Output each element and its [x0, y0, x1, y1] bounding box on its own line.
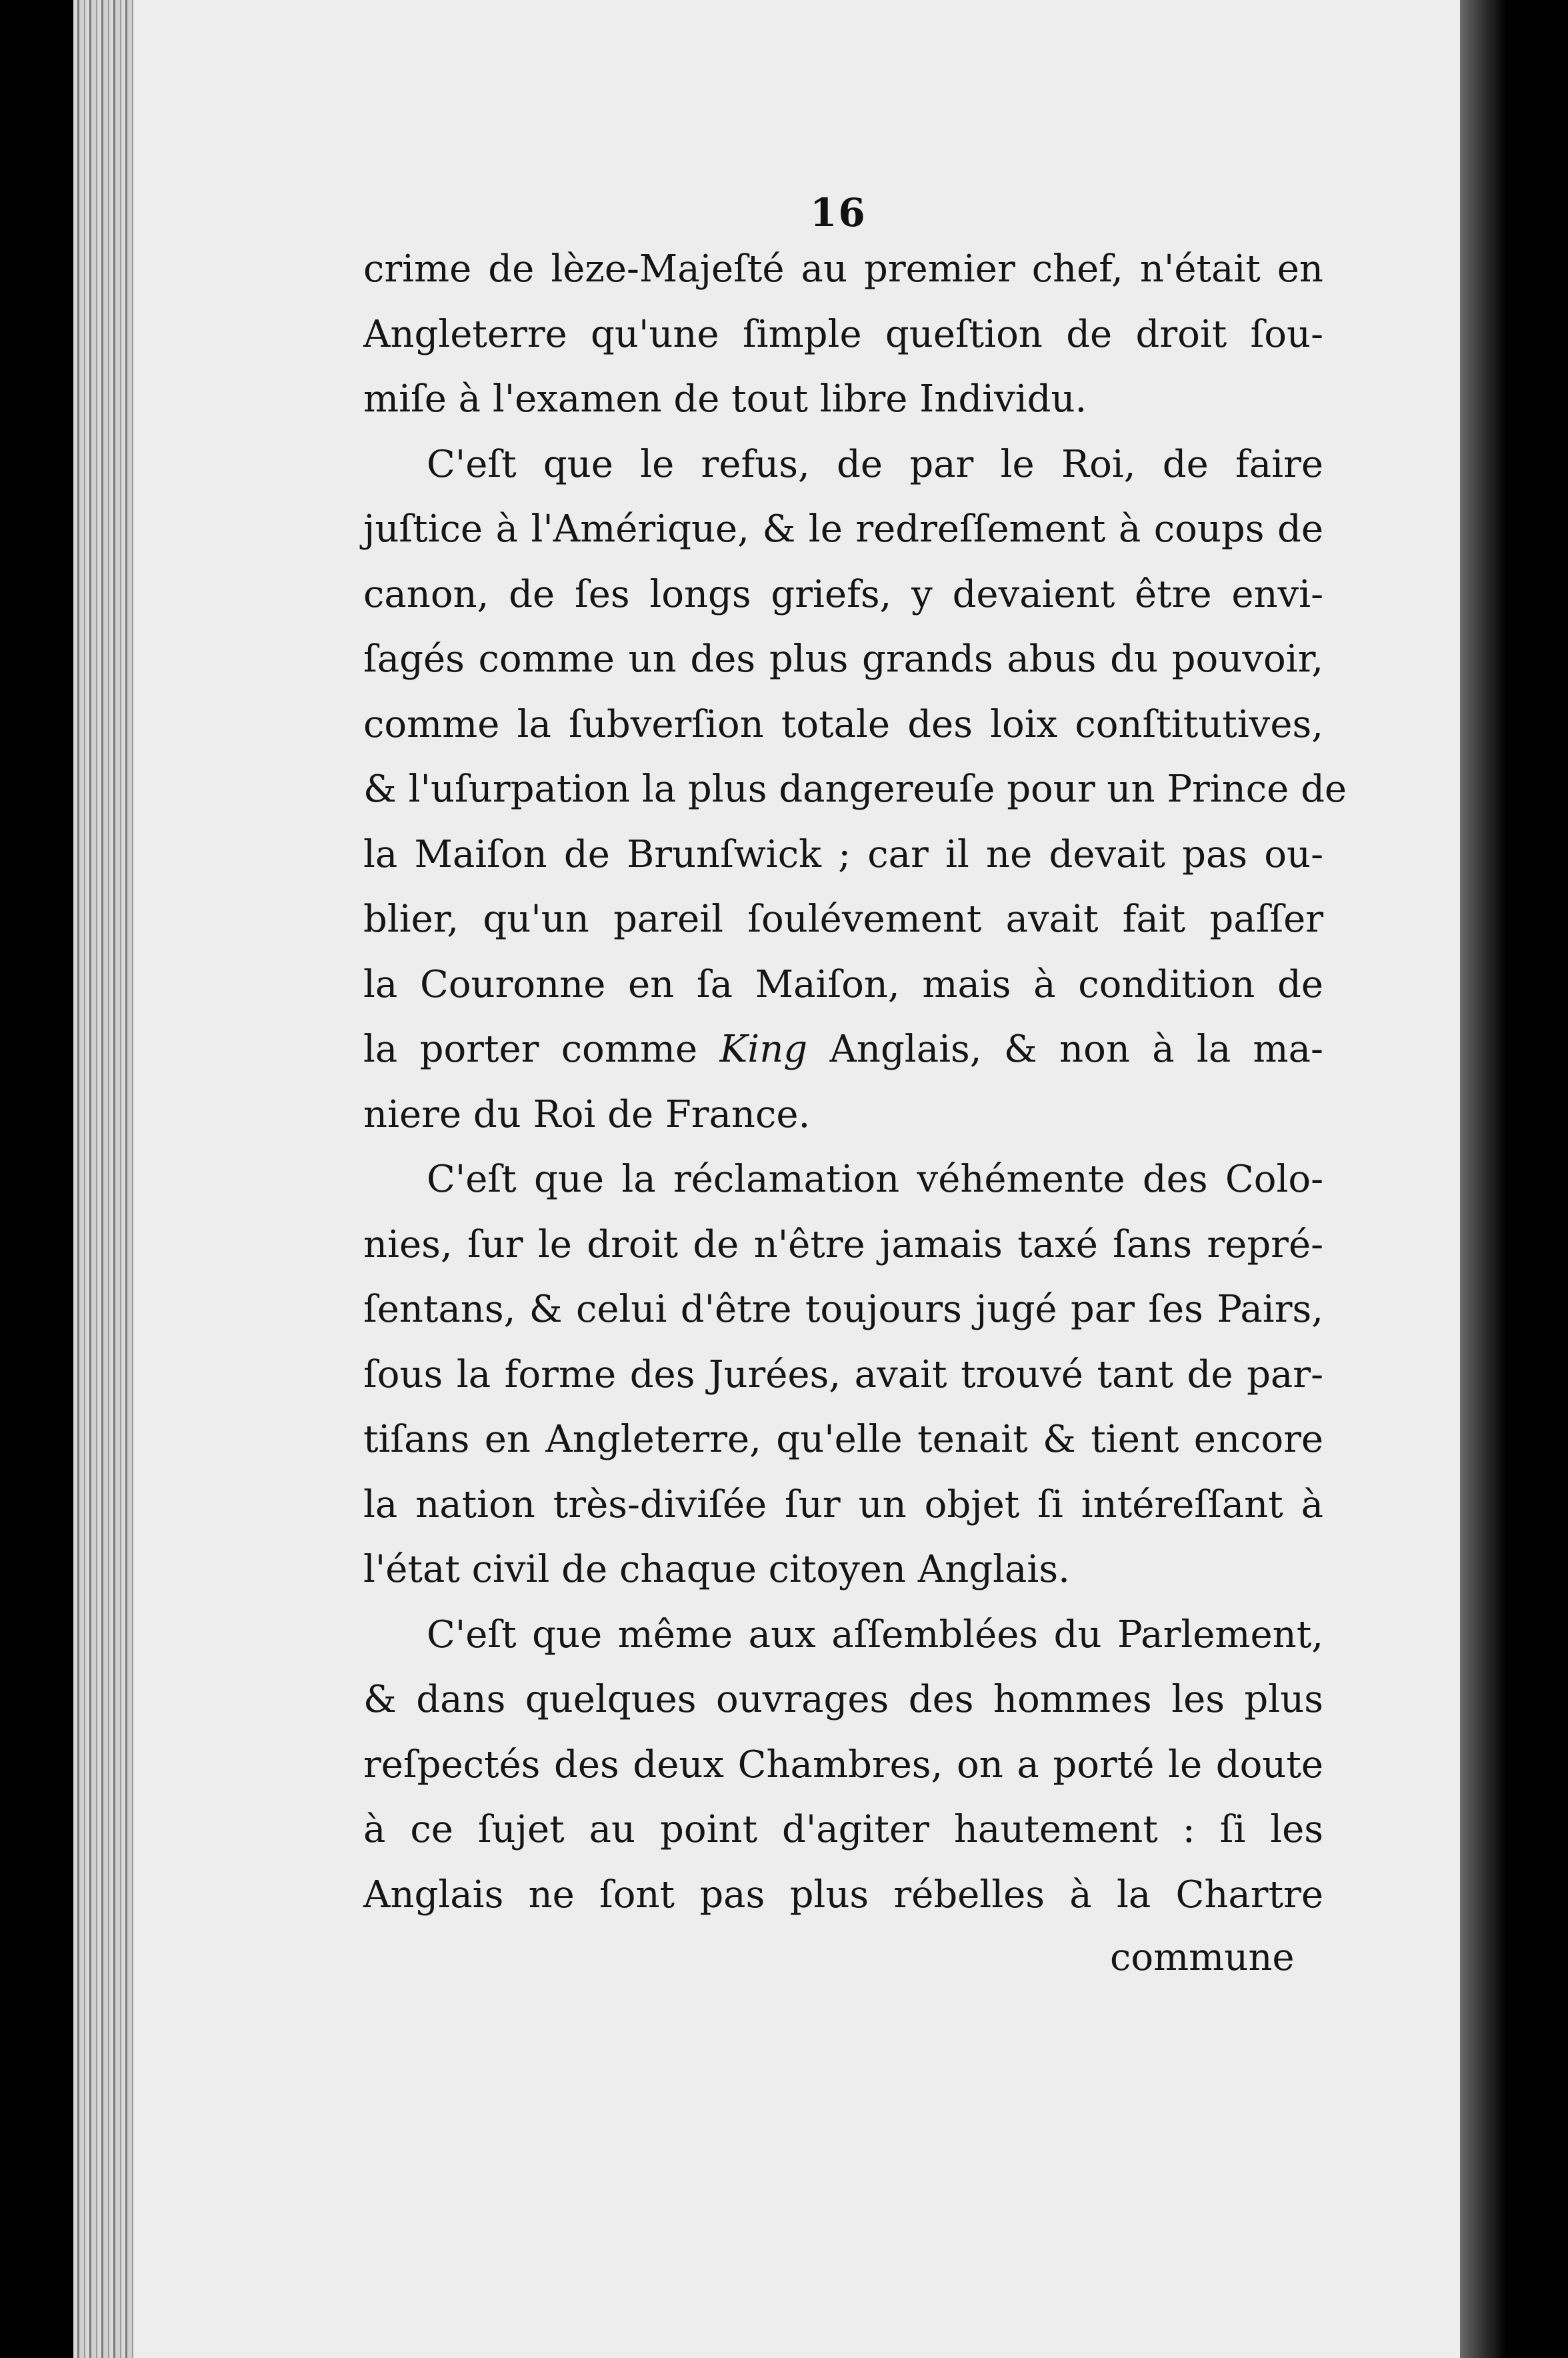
- text-line: la Maiſon de Brunſwick ; car il ne devait pas ou-: [363, 832, 1323, 876]
- book-gutter: [73, 0, 133, 2358]
- catchword: commune: [1110, 1936, 1295, 1979]
- text-line: l'état civil de chaque citoyen Anglais.: [363, 1548, 1070, 1591]
- body-text: [363, 237, 1347, 1927]
- text-line-with-italic: [363, 1017, 1323, 1082]
- text-line: nies, ſur le droit de n'être jamais taxé ſans repré-: [363, 1222, 1323, 1266]
- scan-border-right: [1460, 0, 1568, 2358]
- text-line: C'eſt que même aux aſſemblées du Parlement,: [427, 1612, 1323, 1656]
- text-line: la Couronne en ſa Maiſon, mais à condition de: [363, 962, 1323, 1006]
- text-line: la nation très-diviſée ſur un objet ſi intéreſſant à: [363, 1482, 1323, 1526]
- text-line: niere du Roi de France.: [363, 1092, 811, 1136]
- text-line: reſpectés des deux Chambres, on a porté le doute: [363, 1742, 1323, 1787]
- text-line: ſous la forme des Jurées, avait trouvé tant de par-: [363, 1352, 1323, 1396]
- text-line: blier, qu'un pareil ſoulévement avait fait paſſer: [363, 898, 1323, 941]
- text-line: C'eſt que la réclamation véhémente des Colo-: [427, 1158, 1323, 1201]
- text-line: comme la ſubverſion totale des loix conſtitutives,: [363, 702, 1323, 746]
- text-line: crime de lèze-Majeſté au premier chef, n'était en: [363, 247, 1323, 291]
- text-line: & l'uſurpation la plus dangereuſe pour un Prince de: [363, 768, 1347, 811]
- text-line: à ce ſujet au point d'agiter hautement : ſi les: [363, 1808, 1323, 1851]
- text-line: Anglais ne ſont pas plus rébelles à la Chartre: [363, 1873, 1323, 1917]
- page-number: 16: [810, 190, 867, 235]
- text-line: ſagés comme un des plus grands abus du pouvoir,: [363, 638, 1323, 681]
- text-fragment: Anglais, & non à la ma-: [829, 1028, 1323, 1071]
- text-line: & dans quelques ouvrages des hommes les plus: [363, 1678, 1323, 1721]
- text-line: tiſans en Angleterre, qu'elle tenait & tient encore: [363, 1418, 1323, 1461]
- text-line: canon, de ſes longs griefs, y devaient être envi-: [363, 572, 1323, 616]
- text-line: miſe à l'examen de tout libre Individu.: [363, 377, 1087, 421]
- italic-word: King: [719, 1028, 808, 1071]
- scan-border-left: [0, 0, 73, 2358]
- text-fragment: la porter comme: [363, 1028, 698, 1071]
- text-line: C'eſt que le refus, de par le Roi, de faire: [427, 442, 1323, 486]
- text-line: juſtice à l'Amérique, & le redreſſement à coups de: [363, 507, 1323, 551]
- text-line: ſentans, & celui d'être toujours jugé par ſes Pairs,: [363, 1288, 1323, 1331]
- text-line: Angleterre qu'une ſimple queſtion de droit ſou-: [363, 312, 1323, 356]
